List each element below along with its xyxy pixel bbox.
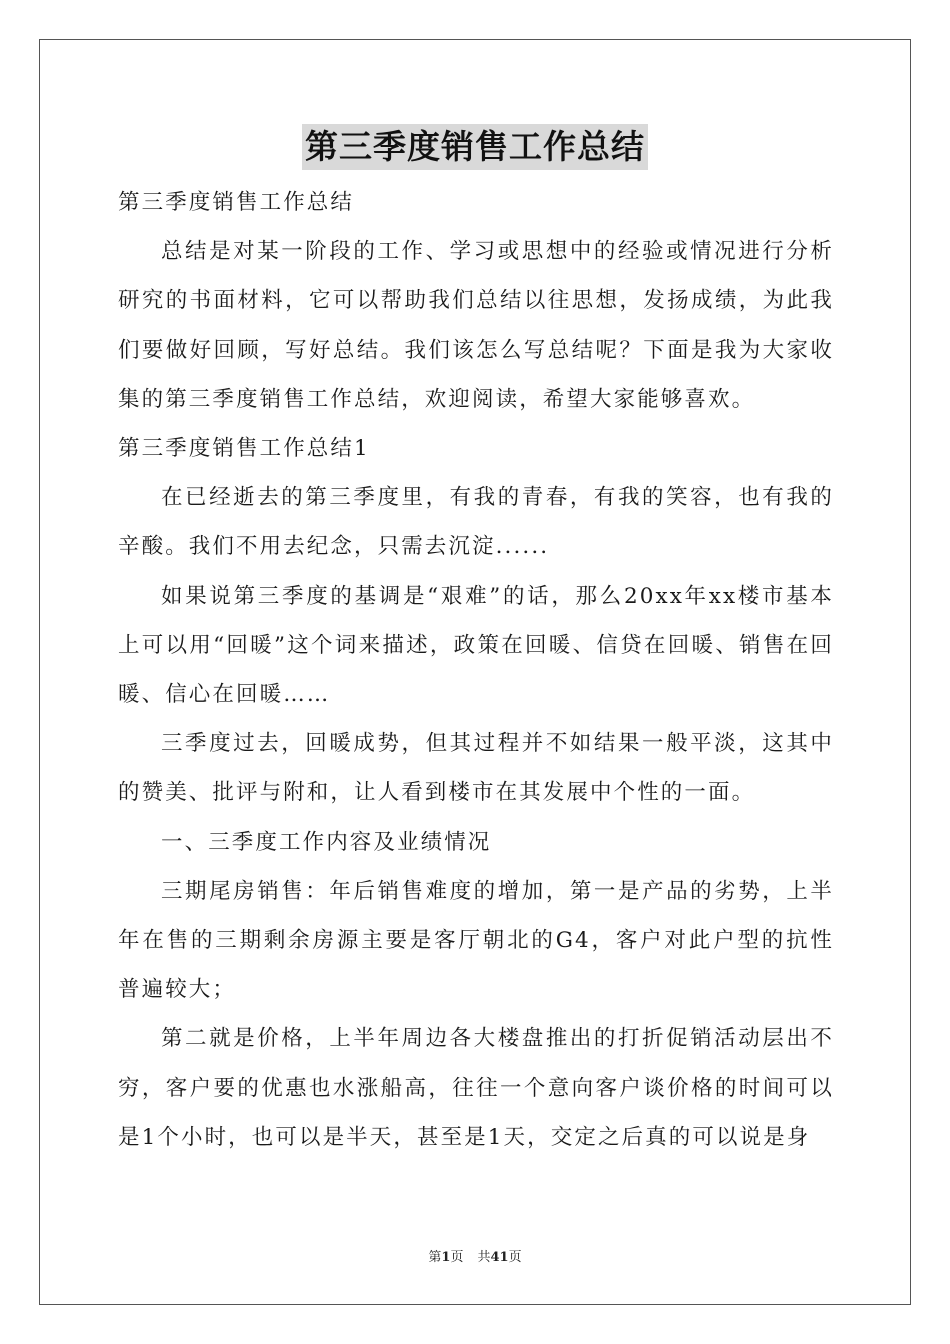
subsection-heading: 一、三季度工作内容及业绩情况 (161, 829, 492, 855)
paragraph: 三季度过去，回暖成势，但其过程并不如结果一般平淡，这其中的赞美、批评与附和，让人看到楼市在其发展中个性的一面。 (118, 731, 834, 806)
total-suffix: 页 (508, 1250, 522, 1265)
total-prefix: 共 (477, 1250, 491, 1265)
paragraph: 在已经逝去的第三季度里，有我的青春，有我的笑容，也有我的辛酸。我们不用去纪念，只需去沉淀...... (118, 485, 834, 560)
document-title-container (0, 124, 950, 170)
section-heading: 第三季度销售工作总结1 (118, 436, 370, 462)
page-current-number: 1 (441, 1250, 451, 1265)
paragraph: 第三季度销售工作总结 (118, 190, 355, 215)
page-footer (0, 1246, 950, 1265)
document-title: 第三季度销售工作总结 (302, 124, 648, 170)
page-prefix: 第 (428, 1250, 442, 1265)
document-body (118, 178, 834, 1162)
paragraph: 总结是对某一阶段的工作、学习或思想中的经验或情况进行分析研究的书面材料，它可以帮助我们总结以往思想，发扬成绩，为此我们要做好回顾，写好总结。我们该怎么写总结呢？下面是我为大家收集的第三季度销售工作总结，欢迎阅读，希望大家能够喜欢。 (118, 239, 834, 412)
page-total-number: 41 (490, 1250, 509, 1265)
paragraph: 三期尾房销售：年后销售难度的增加，第一是产品的劣势，上半年在售的三期剩余房源主要是客厅朝北的G4，客户对此户型的抗性普遍较大； (118, 878, 834, 1003)
page-suffix: 页 (450, 1250, 464, 1265)
paragraph: 第二就是价格，上半年周边各大楼盘推出的打折促销活动层出不穷，客户要的优惠也水涨船高，往往一个意向客户谈价格的时间可以是1个小时，也可以是半天，甚至是1天，交定之后真的可以说是身 (118, 1026, 834, 1150)
paragraph: 如果说第三季度的基调是“艰难”的话，那么20xx年xx楼市基本上可以用“回暖”这个词来描述，政策在回暖、信贷在回暖、销售在回暖、信心在回暖…… (118, 583, 834, 708)
